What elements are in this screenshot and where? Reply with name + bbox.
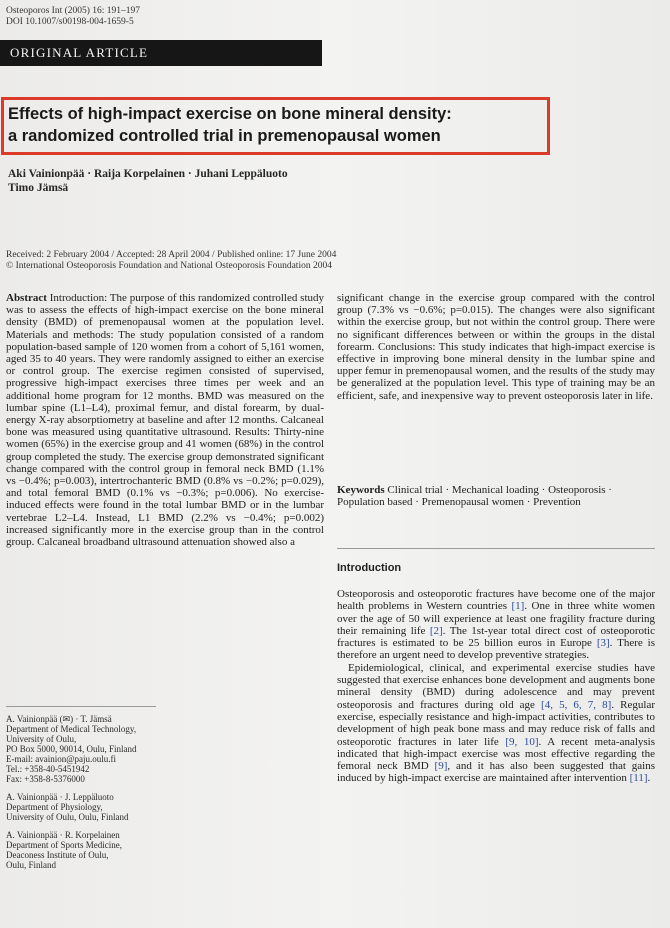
intro-p2-text-c: . A recent meta-analysis indicated that high-impact exercise was most effective regarding the femoral neck BMD bbox=[337, 735, 656, 773]
received-dates: Received: 2 February 2004 / Accepted: 28 April 2004 / Published online: 17 June 2004 bbox=[6, 250, 337, 260]
keywords-text: Clinical trial · Mechanical loading · Osteoporosis · Population based · Premenopausal women · Prevention bbox=[337, 484, 612, 509]
affiliation-line: Department of Physiology, bbox=[6, 802, 103, 812]
article-type-banner: ORIGINAL ARTICLE bbox=[0, 40, 322, 66]
keywords-block bbox=[337, 484, 655, 508]
affiliation-phone: Tel.: +358-40-5451942 bbox=[6, 764, 90, 774]
reference-link[interactable]: [3] bbox=[596, 637, 610, 650]
journal-doi: DOI 10.1007/s00198-004-1659-5 bbox=[6, 16, 134, 27]
introduction-body bbox=[337, 588, 655, 785]
keywords-heading: Keywords bbox=[337, 484, 385, 496]
affiliation-block bbox=[6, 714, 137, 784]
reference-link[interactable]: [9, 10] bbox=[505, 735, 539, 748]
intro-p1-text-d: . There is therefore an urgent need to develop preventive strategies. bbox=[337, 637, 655, 662]
journal-citation: Osteoporos Int (2005) 16: 191–197 bbox=[6, 6, 141, 16]
affiliation-block bbox=[6, 792, 137, 822]
affiliation-names: A. Vainionpää (✉) · T. Jämsä bbox=[6, 714, 112, 724]
author-affiliations bbox=[6, 714, 137, 878]
article-title-line-1: Effects of high-impact exercise on bone mineral density: bbox=[8, 105, 452, 123]
affiliation-line: Department of Medical Technology, bbox=[6, 724, 137, 734]
intro-p1-text-b: . One in three white women over the age of 50 will experience at least one fragility fracture during their remaining life bbox=[337, 600, 655, 637]
footnote-divider bbox=[6, 706, 156, 707]
abstract-right-column: significant change in the exercise group compared with the control group (7.3% vs −0.6%; p=0.015). The changes were also significant within the exercise group, but not within the control group. There were no significant differences between or within the groups in the distal forearm. Conclusions: This study indicates that high-impact exercise is effective in improving bone mineral density in the lumbar spine and upper femur in premenopausal women, and the results of the study may be generalized at the population level. This type of training may be an efficient, safe, and inexpensive way to prevent osteoporosis later in life. bbox=[337, 292, 655, 402]
reference-link[interactable]: [4, 5, 6, 7, 8] bbox=[541, 698, 612, 711]
intro-p2-text-a: Epidemiological, clinical, and experimental exercise studies have suggested that exercise enhances bone development and augments bone mineral density (BMD) during adolescence and may prevent osteoporosis and fractures during old age bbox=[337, 661, 655, 711]
affiliation-line: Oulu, Finland bbox=[6, 860, 57, 870]
authors-line-2: Timo Jämsä bbox=[8, 182, 69, 194]
affiliation-email[interactable]: E-mail: avainion@paju.oulu.fi bbox=[6, 754, 117, 764]
abstract-heading: Abstract bbox=[6, 292, 47, 304]
intro-p1-text-a: Osteoporosis and osteoporotic fractures have become one of the major health problems in Western countries bbox=[337, 588, 655, 613]
section-divider bbox=[337, 548, 655, 549]
abstract-left-column bbox=[6, 292, 324, 548]
reference-link[interactable]: [11] bbox=[629, 772, 648, 785]
intro-p2-text-b: . Regular exercise, especially resistance and high-impact activities, contributes to development of high peak bone mass and may reduce risk of falls and osteoporotic fractures in later life bbox=[337, 698, 655, 748]
reference-link[interactable]: [9] bbox=[434, 760, 448, 773]
affiliation-line: University of Oulu, Oulu, Finland bbox=[6, 812, 129, 822]
publication-dates bbox=[6, 250, 336, 272]
intro-p2-text-e: . bbox=[647, 772, 651, 785]
copyright-notice: © International Osteoporosis Foundation and National Osteoporosis Foundation 2004 bbox=[6, 261, 332, 271]
affiliation-block bbox=[6, 830, 137, 870]
intro-p1-text-c: . The 1st-year total direct cost of osteoporotic fractures is estimated to be 25 billion euros in Europe bbox=[337, 624, 655, 650]
affiliation-names: A. Vainionpää · J. Leppäluoto bbox=[6, 792, 114, 802]
affiliation-line: Deaconess Institute of Oulu, bbox=[6, 850, 109, 860]
intro-p2-text-d: , and it has also been suggested that gains induced by high-impact exercise are maintained after intervention bbox=[337, 760, 655, 785]
affiliation-fax: Fax: +358-8-5376000 bbox=[6, 774, 85, 784]
author-list bbox=[8, 167, 288, 195]
affiliation-line: University of Oulu, bbox=[6, 734, 77, 744]
affiliation-names: A. Vainionpää · R. Korpelainen bbox=[6, 830, 120, 840]
introduction-heading: Introduction bbox=[337, 562, 402, 574]
authors-line-1: Aki Vainionpää · Raija Korpelainen · Juhani Leppäluoto bbox=[8, 168, 288, 180]
affiliation-line: Department of Sports Medicine, bbox=[6, 840, 122, 850]
article-title bbox=[8, 103, 548, 147]
article-title-line-2: a randomized controlled trial in premenopausal women bbox=[8, 127, 441, 145]
journal-header bbox=[6, 6, 140, 27]
intro-paragraph-2 bbox=[337, 662, 655, 785]
reference-link[interactable]: [2] bbox=[429, 624, 443, 637]
abstract-text-left: Introduction: The purpose of this randomized controlled study was to assess the effects of high-impact exercise on the bone mineral density (BMD) of premenopausal women at the population level. Materials and methods: The study population consisted of a random population-based sample of 120 women from a cohort of 5,161 women, aged 35 to 40 years. They were randomly assigned to either an exercise or control group. The exercise regimen consisted of supervised, progressive high-impact exercises three times per week and an additional home program for 12 months. BMD was measured on the lumbar spine (L1–L4), proximal femur, and distal forearm, by dual-energy X-ray absorptiometry at baseline and after 12 months. Calcaneal bone was measured using quantitative ultrasound. Results: Thirty-nine women (65%) in the exercise group and 41 women (68%) in the control group completed the study. The exercise group demonstrated significant change compared with the control group in femoral neck BMD (1.1% vs −0.4%; p=0.003), intertrochanteric BMD (0.8% vs −0.2%; p=0.029), and total femoral BMD (0.1% vs −0.3%; p=0.006). No exercise-induced effects were found in the total lumbar BMD or in the lumbar vertebrae L2–L4. Instead, L1 BMD (2.2% vs −0.4%; p=0.002) increased significantly more in the exercise group than in the control group. Calcaneal broadband ultrasound attenuation showed also a bbox=[6, 292, 324, 549]
intro-paragraph-1 bbox=[337, 588, 655, 662]
reference-link[interactable]: [1] bbox=[511, 600, 525, 613]
affiliation-line: PO Box 5000, 90014, Oulu, Finland bbox=[6, 744, 137, 754]
